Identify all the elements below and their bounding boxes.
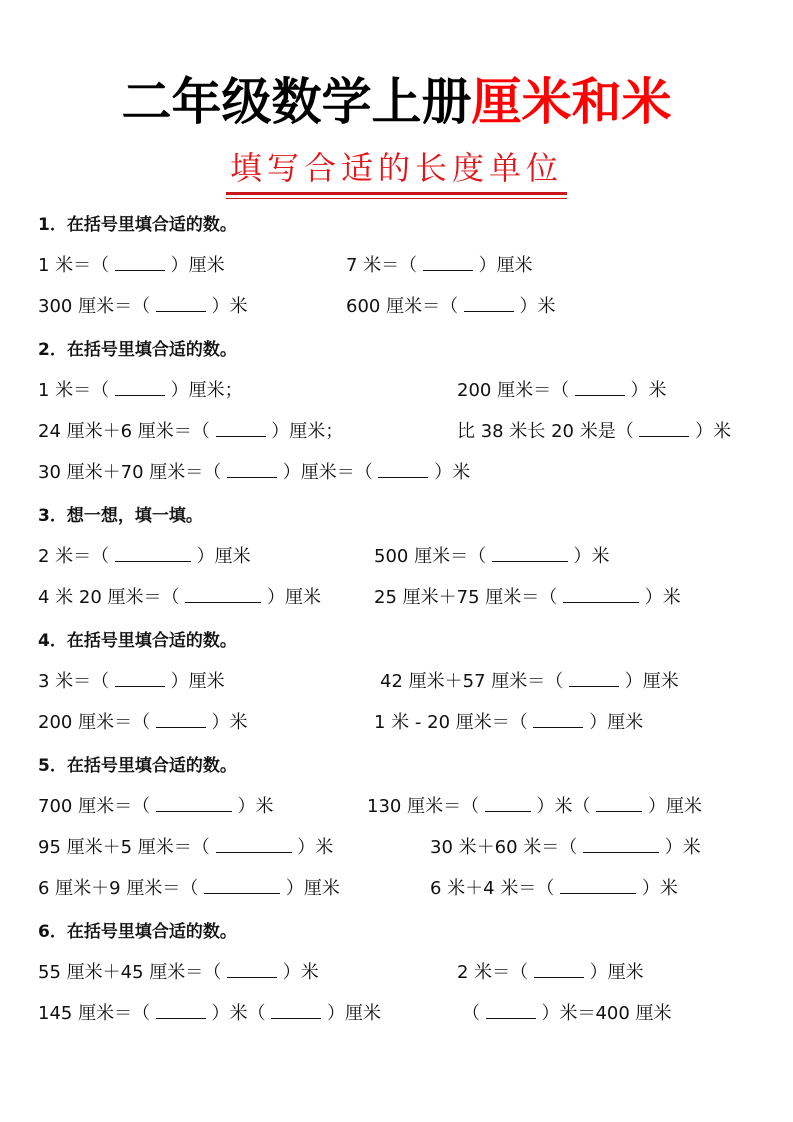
exercise-text: ）厘米 — [285, 878, 340, 899]
answer-blank[interactable] — [185, 586, 261, 603]
exercise-text: 比 38 米长 20 米是（ — [457, 421, 634, 442]
exercise-text: 1 米＝（ — [38, 380, 110, 401]
exercise-text: 3 米＝（ — [38, 671, 110, 692]
exercise-text: ）米 — [630, 380, 667, 401]
answer-blank[interactable] — [639, 420, 689, 437]
exercise-text: ）厘米＝（ — [282, 462, 373, 483]
answer-blank[interactable] — [485, 795, 531, 812]
exercise-text: 55 厘米＋45 厘米＝（ — [38, 962, 222, 983]
exercise — [38, 295, 248, 319]
exercise-text: 4 米 20 厘米＝（ — [38, 587, 180, 608]
exercise — [38, 254, 225, 278]
exercise-text: ）米 — [211, 296, 248, 317]
exercise-text: ）米 — [519, 296, 556, 317]
exercise-text: ）米 — [641, 878, 678, 899]
title-grade-part: 二年级数学上册 — [121, 73, 472, 131]
exercise-text: ）厘米 — [478, 255, 533, 276]
exercise — [367, 795, 702, 819]
answer-blank[interactable] — [492, 545, 568, 562]
answer-blank[interactable] — [216, 420, 266, 437]
exercise-text: 6 米＋4 米＝（ — [430, 878, 555, 899]
answer-blank[interactable] — [569, 670, 619, 687]
exercise-text: ）厘米 — [267, 587, 321, 608]
exercise — [38, 877, 340, 901]
exercise — [462, 1002, 672, 1026]
exercise-text: ）米 — [664, 837, 701, 858]
section-5-heading: 5．在括号里填合适的数。 — [38, 756, 237, 776]
exercise — [430, 877, 678, 901]
exercise-text: ）厘米 — [624, 671, 679, 692]
answer-blank[interactable] — [156, 711, 206, 728]
exercise-text: 200 厘米＝（ — [38, 712, 151, 733]
exercise-text: ）米 — [695, 421, 732, 442]
title-topic-part: 厘米和米 — [471, 73, 672, 131]
exercise — [374, 711, 643, 735]
exercise-text: ）厘米 — [589, 962, 644, 983]
exercise — [457, 420, 731, 444]
exercise-text: 300 厘米＝（ — [38, 296, 151, 317]
exercise-text: 1 米＝（ — [38, 255, 110, 276]
exercise-text: 2 米＝（ — [457, 962, 529, 983]
section-1-heading: 1．在括号里填合适的数。 — [38, 215, 237, 235]
exercise — [38, 961, 319, 985]
exercise — [374, 545, 610, 569]
exercise-text: 1 米 - 20 厘米＝（ — [374, 712, 528, 733]
exercise-text: 95 厘米＋5 厘米＝（ — [38, 837, 210, 858]
worksheet-subtitle: 填写合适的长度单位 — [226, 148, 567, 195]
exercise-text: ）米 — [237, 796, 274, 817]
exercise-text: ）厘米 — [170, 671, 225, 692]
exercise-text: 42 厘米＋57 厘米＝（ — [380, 671, 564, 692]
exercise-text: 2 米＝（ — [38, 546, 110, 567]
answer-blank[interactable] — [464, 295, 514, 312]
answer-blank[interactable] — [423, 254, 473, 271]
exercise-text: 200 厘米＝（ — [457, 380, 570, 401]
exercise — [38, 545, 251, 569]
answer-blank[interactable] — [156, 795, 232, 812]
answer-blank[interactable] — [378, 461, 428, 478]
subtitle-container — [0, 148, 793, 195]
exercise-text: （ — [462, 1003, 480, 1024]
exercise — [346, 295, 556, 319]
answer-blank[interactable] — [534, 961, 584, 978]
answer-blank[interactable] — [583, 836, 659, 853]
exercise-text: ）米（ — [536, 796, 591, 817]
exercise-text: 6 厘米＋9 厘米＝（ — [38, 878, 199, 899]
answer-blank[interactable] — [271, 1002, 321, 1019]
exercise-text: ）米 — [573, 546, 610, 567]
answer-blank[interactable] — [227, 961, 277, 978]
answer-blank[interactable] — [115, 254, 165, 271]
answer-blank[interactable] — [156, 295, 206, 312]
exercise-text: 24 厘米＋6 厘米＝（ — [38, 421, 210, 442]
answer-blank[interactable] — [115, 670, 165, 687]
exercise-text: ）厘米 — [327, 1003, 382, 1024]
exercise-text: ）米 — [282, 962, 319, 983]
answer-blank[interactable] — [115, 379, 165, 396]
section-3-heading: 3．想一想，填一填。 — [38, 506, 203, 526]
exercise-text: ）米 — [434, 462, 471, 483]
answer-blank[interactable] — [156, 1002, 206, 1019]
exercise-text: ）米（ — [211, 1003, 266, 1024]
exercise — [38, 379, 243, 403]
exercise — [380, 670, 679, 694]
answer-blank[interactable] — [596, 795, 642, 812]
exercise-text: 130 厘米＝（ — [367, 796, 480, 817]
exercise — [38, 586, 321, 610]
exercise-text: 7 米＝（ — [346, 255, 418, 276]
exercise-text: ）厘米 — [196, 546, 251, 567]
exercise — [457, 379, 667, 403]
exercise-text: ）厘米 — [648, 796, 703, 817]
exercise-text: ）厘米； — [271, 421, 344, 442]
exercise-text: 600 厘米＝（ — [346, 296, 459, 317]
answer-blank[interactable] — [533, 711, 583, 728]
exercise — [38, 461, 470, 485]
answer-blank[interactable] — [115, 545, 191, 562]
exercise — [457, 961, 644, 985]
answer-blank[interactable] — [575, 379, 625, 396]
exercise-text: ）厘米 — [170, 255, 225, 276]
exercise — [374, 586, 681, 610]
answer-blank[interactable] — [227, 461, 277, 478]
section-2-heading: 2．在括号里填合适的数。 — [38, 340, 237, 360]
answer-blank[interactable] — [560, 877, 636, 894]
exercise — [38, 670, 225, 694]
exercise-text: 25 厘米＋75 厘米＝（ — [374, 587, 558, 608]
section-6-heading: 6．在括号里填合适的数。 — [38, 922, 237, 942]
section-4-heading: 4．在括号里填合适的数。 — [38, 631, 237, 651]
exercise-text: ）厘米； — [170, 380, 243, 401]
exercise-text: 30 厘米＋70 厘米＝（ — [38, 462, 222, 483]
exercise-text: ）米 — [211, 712, 248, 733]
answer-blank[interactable] — [563, 586, 639, 603]
answer-blank[interactable] — [216, 836, 292, 853]
answer-blank[interactable] — [204, 877, 280, 894]
answer-blank[interactable] — [486, 1002, 536, 1019]
exercise-text: 145 厘米＝（ — [38, 1003, 151, 1024]
exercise — [38, 795, 274, 819]
exercise — [38, 836, 333, 860]
exercise — [346, 254, 533, 278]
exercise — [38, 1002, 381, 1026]
exercise — [38, 711, 248, 735]
exercise-text: 500 厘米＝（ — [374, 546, 487, 567]
worksheet-title — [0, 72, 793, 132]
exercise — [38, 420, 343, 444]
exercise-text: ）米 — [297, 837, 334, 858]
exercise-text: ）米＝400 厘米 — [541, 1003, 672, 1024]
exercise-text: 700 厘米＝（ — [38, 796, 151, 817]
exercise-text: ）米 — [644, 587, 681, 608]
exercise-text: ）厘米 — [589, 712, 644, 733]
exercise-text: 30 米＋60 米＝（ — [430, 837, 578, 858]
exercise — [430, 836, 701, 860]
